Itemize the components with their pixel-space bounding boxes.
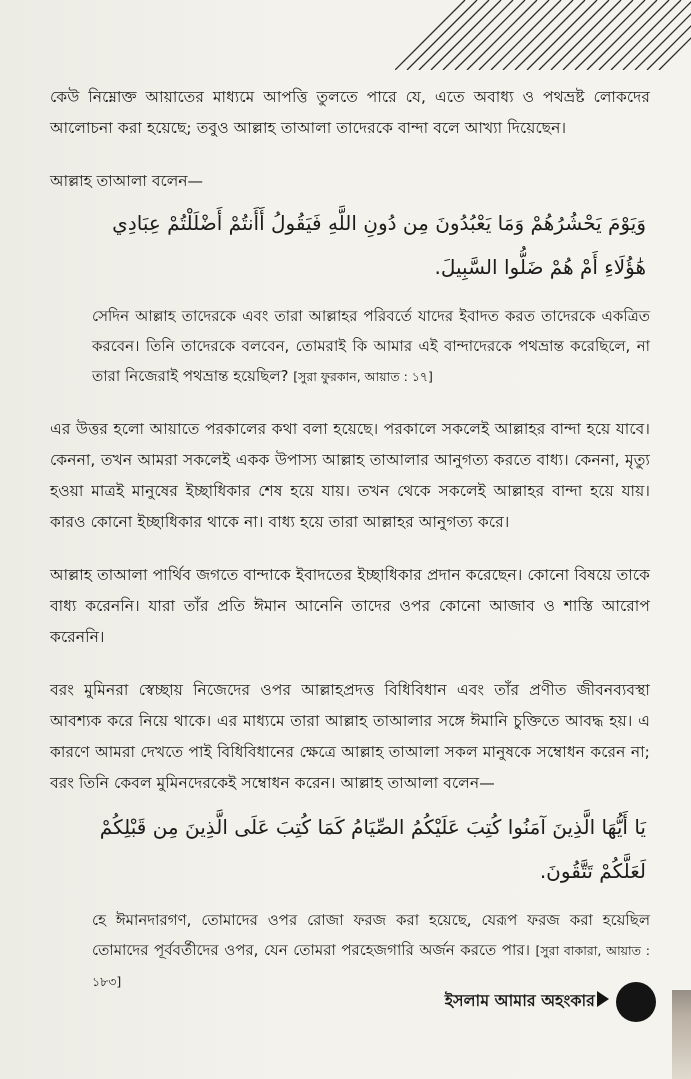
translation-text: সেদিন আল্লাহ তাদেরকে এবং তারা আল্লাহর পরিবর্তে যাদের ইবাদত করত তাদেরকে একত্রিত করবেন। তিনি তাদেরকে বলবেন, তোমরাই কি আমার এই বান্দাদেরকে পথভ্রান্ত করেছিলে, না তারা নিজেরাই পথভ্রান্ত হয়েছিল? [92, 307, 650, 385]
paragraph-free-will: আল্লাহ তাআলা পার্থিব জগতে বান্দাকে ইবাদতের ইচ্ছাধিকার প্রদান করেছেন। কোনো বিষয়ে তাকে বাধ্য করেননি। যারা তাঁর প্রতি ঈমান আনেনি তাদের ওপর কোনো আজাব ও শাস্তি আরোপ করেননি। [50, 566, 650, 646]
paragraph-answer: এর উত্তর হলো আয়াতে পরকালের কথা বলা হয়েছে। পরকালে সকলেই আল্লাহর বান্দা হয়ে যাবে। কেননা, তখন আমরা সকলেই একক উপাস্য আল্লাহ তাআলার আনুগত্য করতে বাধ্য। কেননা, মৃত্যু হওয়া মাত্রই মানুষের ইচ্ছাধিকার শেষ হয়ে যায়। তখন থেকে সকলেই আল্লাহর বান্দা হয়ে যায়। কারও কোনো ইচ্ছাধিকার থাকে না। বাধ্য হয়ে তারা আল্লাহর আনুগত্য করে। [50, 420, 650, 531]
page-footer [0, 982, 691, 1022]
verse-translation-furqan [92, 301, 650, 392]
page-number-badge [616, 982, 656, 1022]
verse-reference: [সুরা বাকারা, আয়াত : ১৮৩] [92, 943, 650, 989]
paragraph-believers: বরং মুমিনরা স্বেচ্ছায় নিজেদের ওপর আল্লাহপ্রদত্ত বিধিবিধান এবং তাঁর প্রণীত জীবনব্যবস্থা আবশ্যক করে নিয়ে থাকে। এর মাধ্যমে তারা আল্লাহ তাআলার সঙ্গে ঈমানি চুক্তিতে আবদ্ধ হয়। এ কারণে আমরা দেখতে পাই বিধিবিধানের ক্ষেত্রে আল্লাহ তাআলা সকল মানুষকে সম্বোধন করেন না; বরং তিনি কেবল মুমিনদেরকেই সম্বোধন করেন। আল্লাহ তাআলা বলেন— [50, 681, 650, 792]
lead-allah-says-1: আল্লাহ তাআলা বলেন— [50, 172, 204, 190]
arabic-verse-baqarah: يَا أَيُّهَا الَّذِينَ آمَنُوا كُتِبَ عَلَيْكُمُ الصِّيَامُ كَمَا كُتِبَ عَلَى الَّذِينَ مِن قَبْلِكُمْ لَعَلَّكُمْ تَتَّقُونَ. [99, 815, 646, 883]
triangle-right-icon [597, 991, 609, 1007]
arabic-verse-furqan: وَيَوْمَ يَحْشُرُهُمْ وَمَا يَعْبُدُونَ مِن دُونِ اللَّهِ فَيَقُولُ أَأَنتُمْ أَضْلَلْتُمْ عِبَادِي هَٰؤُلَاءِ أَمْ هُمْ ضَلُّوا السَّبِيلَ. [112, 211, 646, 279]
page-edge-shadow [672, 990, 691, 1079]
translation-text: হে ঈমানদারগণ, তোমাদের ওপর রোজা ফরজ করা হয়েছে, যেরূপ ফরজ করা হয়েছিল তোমাদের পূর্ববর্তীদের ওপর, যেন তোমরা পরহেজগারি অর্জন করতে পার। [92, 911, 650, 959]
book-title: ইসলাম আমার অহংকার [444, 991, 595, 1010]
verse-reference: [সুরা ফুরকান, আয়াত : ১৭] [293, 369, 433, 384]
page-body [50, 82, 650, 1019]
paragraph-objection: কেউ নিম্নোক্ত আয়াতের মাধ্যমে আপত্তি তুলতে পারে যে, এতে অবাধ্য ও পথভ্রষ্ট লোকদের আলোচনা করা হয়েছে; তবুও আল্লাহ তাআলা তাদেরকে বান্দা বলে আখ্যা দিয়েছেন। [50, 88, 650, 137]
diagonal-hatch-decoration [395, 0, 691, 70]
